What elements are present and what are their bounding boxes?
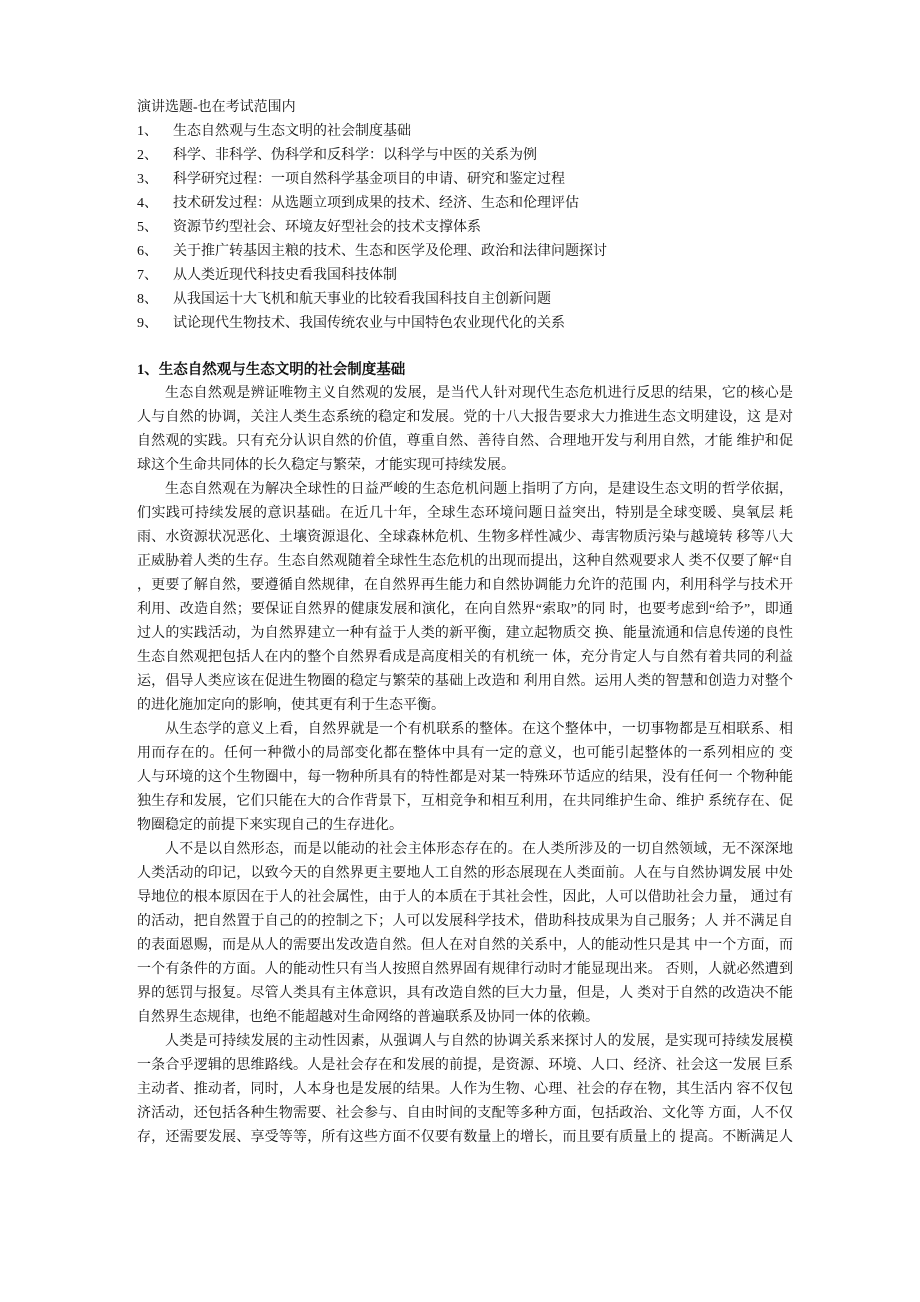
paragraph-line: 的进化施加定向的影响，使其更有利于生态平衡。 (137, 698, 445, 713)
paragraph-line: 用而存在的。任何一种微小的局部变化都在整体中具有一定的意义，也可能引起整体的一系列相应的 变 (137, 746, 793, 761)
topic-item (137, 312, 793, 336)
paragraph-line: 界的惩罚与报复。尽管人类具有主体意识，具有改造自然的巨大力量，但是，人 类对于自然的改造决不能 (137, 986, 793, 1001)
topic-item (137, 120, 793, 144)
paragraph-line: 运，倡导人类应该在促进生物圈的稳定与繁荣的基础上改造和 利用自然。运用人类的智慧和创造力对整个 (137, 674, 793, 689)
topic-number: 7、 (137, 268, 158, 283)
section-heading: 1、生态自然观与生态文明的社会制度基础 (137, 362, 406, 378)
topic-number: 3、 (137, 172, 158, 187)
paragraph (137, 382, 793, 478)
paragraph-line: 一条合乎逻辑的思维路线。人是社会存在和发展的前提，是资源、环境、人口、经济、社会这一发展 巨系 (137, 1058, 793, 1073)
topic-text: 从我国运十大飞机和航天事业的比较看我国科技自主创新问题 (173, 292, 551, 307)
paragraph-line: 生态自然观在为解决全球性的日益严峻的生态危机问题上指明了方向，是建设生态文明的哲学依据， (165, 482, 793, 497)
topic-text: 技术研发过程：从选题立项到成果的技术、经济、生态和伦理评估 (173, 196, 579, 211)
paragraph-line: 生态自然观把包括人在内的整个自然界看成是高度相关的有机统一 体，充分肯定人与自然有着共同的利益 (137, 650, 793, 665)
paragraph-line: 生态自然观是辨证唯物主义自然观的发展，是当代人针对现代生态危机进行反思的结果，它的核心是 (165, 386, 793, 401)
paragraph-line: 独生存和发展，它们只能在大的合作背景下，互相竞争和相互利用，在共同维护生命、维护 系统存在、促 (137, 794, 793, 809)
topic-number: 9、 (137, 316, 158, 331)
document-page (137, 96, 793, 1150)
paragraph-line: 自然观的实践。只有充分认识自然的价值，尊重自然、善待自然、合理地开发与利用自然，才能 维护和促 (137, 434, 793, 449)
topic-number: 6、 (137, 244, 158, 259)
topic-text: 科学研究过程：一项自然科学基金项目的申请、研究和鉴定过程 (173, 172, 565, 187)
paragraph (137, 838, 793, 1030)
topic-item (137, 288, 793, 312)
topic-item (137, 192, 793, 216)
paragraph-line: 球这个生命共同体的长久稳定与繁荣，才能实现可持续发展。 (137, 458, 515, 473)
topic-text: 试论现代生物技术、我国传统农业与中国特色农业现代化的关系 (173, 316, 565, 331)
paragraph-line: 的活动，把自然置于自己的的控制之下；人可以发展科学技术，借助科技成果为自己服务；人 并不满足自 (137, 914, 793, 929)
topic-item (137, 216, 793, 240)
document-title: 演讲选题-也在考试范围内 (137, 100, 296, 115)
paragraph-line: 物圈稳定的前提下来实现自己的生存进化。 (137, 818, 403, 833)
topic-number: 4、 (137, 196, 158, 211)
paragraph-line: 一个有条件的方面。人的能动性只有当人按照自然界固有规律行动时才能显现出来。 否则，人就必然遭到 (137, 962, 793, 977)
paragraph-line: 从生态学的意义上看，自然界就是一个有机联系的整体。在这个整体中，一切事物都是互相联系、相 (165, 722, 793, 737)
topic-number: 1、 (137, 124, 158, 139)
paragraph (137, 478, 793, 718)
paragraph-line: 济活动，还包括各种生物需要、社会参与、自由时间的支配等多种方面，包括政治、文化等 方面，人不仅 (137, 1106, 793, 1121)
paragraph-line: 人类是可持续发展的主动性因素，从强调人与自然的协调关系来探讨人的发展，是实现可持续发展模 (165, 1034, 793, 1049)
topic-item (137, 264, 793, 288)
paragraph (137, 1030, 793, 1150)
paragraph-line: 过人的实践活动，为自然界建立一种有益于人类的新平衡，建立起物质交 换、能量流通和信息传递的良性 (137, 626, 793, 641)
paragraph-line: ，更要了解自然，要遵循自然规律，在自然界再生能力和自然协调能力允许的范围 内，利用科学与技术开 (137, 578, 793, 593)
topic-text: 资源节约型社会、环境友好型社会的技术支撑体系 (173, 220, 481, 235)
paragraph-line: 利用、改造自然；要保证自然界的健康发展和演化，在向自然界“索取”的同 时，也要考虑到“给予”，即通 (137, 602, 793, 617)
topic-item (137, 240, 793, 264)
paragraph-line: 正威胁着人类的生存。生态自然观随着全球性生态危机的出现而提出，这种自然观要求人 类不仅要了解“自 (137, 554, 793, 569)
paragraph-line: 自然界生态规律，也绝不能超越对生命网络的普遍联系及协同一体的依赖。 (137, 1010, 599, 1025)
topic-text: 从人类近现代科技史看我国科技体制 (173, 268, 397, 283)
topic-number: 5、 (137, 220, 158, 235)
paragraph-line: 导地位的根本原因在于人的社会属性，由于人的本质在于其社会性，因此，人可以借助社会力量， 通过有 (137, 890, 793, 905)
paragraph-line: 人类活动的印记，以致今天的自然界更主要地人工自然的形态展现在人类面前。人在与自然协调发展 中处 (137, 866, 793, 881)
paragraph-line: 人与自然的协调，关注人类生态系统的稳定和发展。党的十八大报告要求大力推进生态文明建设，这 是对 (137, 410, 793, 425)
paragraph-line: 主动者、推动者，同时，人本身也是发展的结果。人作为生物、心理、社会的存在物，其生活内 容不仅包 (137, 1082, 793, 1097)
topic-list (137, 120, 793, 336)
topic-number: 8、 (137, 292, 158, 307)
topic-item (137, 168, 793, 192)
paragraph-line: 人与环境的这个生物圈中，每一物种所具有的特性都是对某一特殊环节适应的结果，没有任何一 个物种能 (137, 770, 793, 785)
section-body (137, 382, 793, 1150)
topic-text: 科学、非科学、伪科学和反科学：以科学与中医的关系为例 (173, 148, 537, 163)
paragraph-line: 们实践可持续发展的意识基础。在近几十年，全球生态环境问题日益突出，特别是全球变暖、臭氧层 耗 (137, 506, 793, 521)
topic-item (137, 144, 793, 168)
paragraph-line: 的表面恩赐，而是从人的需要出发改造自然。但人在对自然的关系中，人的能动性只是其 中一个方面，而 (137, 938, 793, 953)
paragraph-line: 雨、水资源状况恶化、土壤资源退化、全球森林危机、生物多样性减少、毒害物质污染与越境转 移等八大 (137, 530, 793, 545)
paragraph (137, 718, 793, 838)
topic-text: 生态自然观与生态文明的社会制度基础 (173, 124, 411, 139)
paragraph-line: 人不是以自然形态，而是以能动的社会主体形态存在的。在人类所涉及的一切自然领域，无不深深地 (165, 842, 793, 857)
topic-text: 关于推广转基因主粮的技术、生态和医学及伦理、政治和法律问题探讨 (173, 244, 607, 259)
topic-number: 2、 (137, 148, 158, 163)
paragraph-line: 存，还需要发展、享受等等，所有这些方面不仅要有数量上的增长，而且要有质量上的 提高。不断满足人 (137, 1130, 793, 1145)
